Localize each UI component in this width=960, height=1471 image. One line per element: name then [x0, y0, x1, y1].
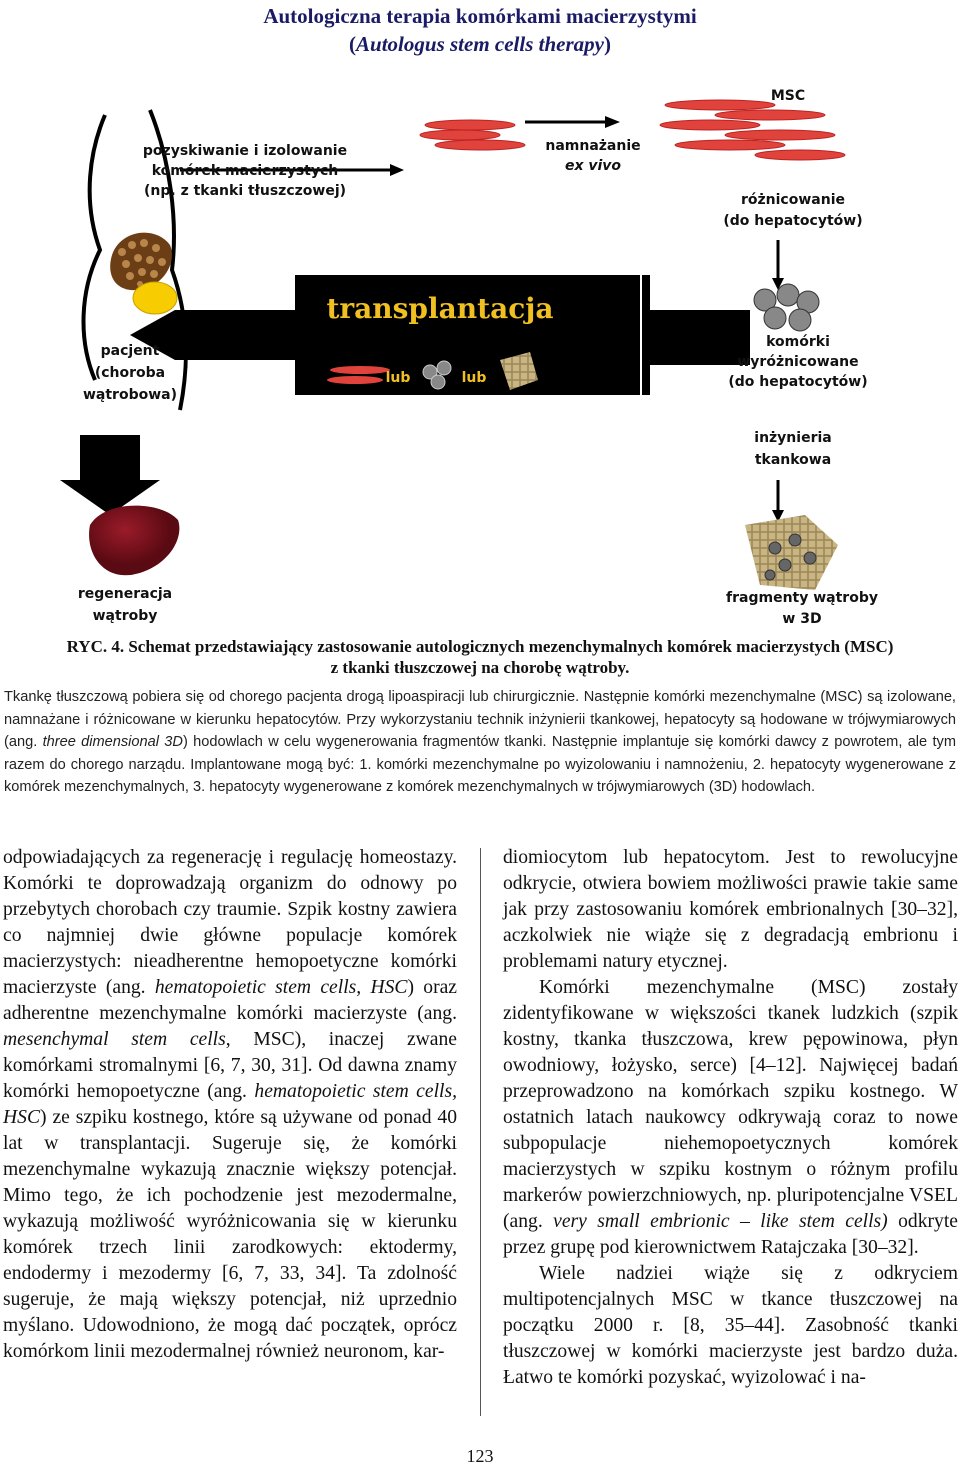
column-divider [480, 848, 481, 1416]
big-arrow-down-icon [60, 435, 160, 515]
komorki-label-2: wyróżnicowane [737, 354, 859, 370]
komorki-label-1: komórki [766, 334, 830, 350]
left-column [3, 845, 457, 1365]
msc-label: MSC [770, 88, 806, 104]
figure-caption-line1: RYC. 4. Schemat przedstawiający zastosowanie autologicznych mezenchymalnych komórek macierzystych (MSC) [66, 637, 894, 656]
ex-vivo-label: ex vivo [564, 158, 622, 174]
inzynieria-label-2: tkankowa [754, 452, 832, 468]
inzynieria-label-1: inżynieria [754, 430, 832, 446]
page-subtitle: (Autologus stem cells therapy) [349, 32, 611, 56]
lub-label-2: lub [461, 370, 487, 386]
figure-description: Tkankę tłuszczową pobiera się od chorego pacjenta drogą lipoaspiracji lub chirurgicznie. Następnie komórki mezenchymalne (MSC) są izolowane, namnażane i różnicowane w kierunku hepatocytów. Przy wykorzystaniu technik inżynierii tkankowej, hepatocyty są hodowane w trójwymiarowych (ang. three dimensional 3D) hodowlach w celu wygenerowania fragmentów tkanki. Następnie implantuje się komórki dawcy z powrotem, ale tym razem do chorego narządu. Implantowane mogą być: 1. komórki mezenchymalne po wyizolowaniu i namnożeniu, 2. hepatocyty wygenerowane z komórek mezenchymalnych, 3. hepatocyty wygenerowane z komórek mezenchymalnych w trójwymiarowych (3D) hodowlach. [4, 689, 956, 796]
right-paragraph-3: Wiele nadziei wiąże się z odkryciem multipotencjalnych MSC w tkance tłuszczowej na początku 2000 r. [8, 35–44]. Zasobność tkanki tłuszczowej w komórki macierzyste jest bardzo duża. Łatwo te komórki pozyskać, wyizolować i na- [503, 1263, 958, 1388]
figure-caption-line2: z tkanki tłuszczowej na chorobę wątroby. [330, 658, 630, 677]
diagram-figure [60, 80, 960, 628]
transplantacja-label: transplantacja [326, 292, 554, 325]
pacjent-label-2: (choroba [94, 365, 166, 381]
pacjent-label-3: wątrobowa) [82, 387, 178, 403]
msc-cells-icon [420, 120, 525, 150]
namnazanie-label: namnażanie [545, 138, 641, 154]
subtitle-italic: Autologus stem cells therapy [356, 32, 604, 56]
3d-tissue-fragment-icon [745, 515, 838, 590]
page-number: 123 [466, 1446, 494, 1466]
komorki-label-3: (do hepatocytów) [728, 374, 868, 390]
roznicowanie-label-1: różnicowanie [741, 192, 845, 208]
fragmenty-label-2: w 3D [782, 611, 822, 627]
desc-italic: three dimensional 3D [42, 734, 183, 751]
fragmenty-label-1: fragmenty wątroby [726, 590, 878, 606]
lub-label-1: lub [385, 370, 411, 386]
regeneracja-label-1: regeneracja [77, 586, 173, 602]
fatty-liver-icon [110, 233, 172, 291]
hepatocyte-cells-icon [754, 284, 819, 331]
msc-cells-expanded-icon [660, 100, 845, 160]
pozyskiwanie-label-1: pozyskiwanie i izolowanie [142, 143, 348, 159]
right-column [503, 845, 958, 1391]
pozyskiwanie-label-2: komórek macierzystych [151, 163, 339, 179]
right-paragraph-1: diomiocytom lub hepatocytom. Jest to rewolucyjne odkrycie, otwiera bowiem możliwości prawie takie same jak przy zastosowaniu komórek embrionalnych [30–32], aczkolwiek nie wiąże się z degradacją embrionu i problemami natury etycznej. [503, 847, 958, 972]
regeneracja-label-2: wątroby [92, 608, 158, 624]
fat-tissue-icon [133, 282, 177, 314]
right-paragraph-2: Komórki mezenchymalne (MSC) zostały zidentyfikowane w większości tkanek ludzkich (szpik kostny, tkanka tłuszczowa, krew pępowinowa, płyn owodniowy, łożysko, serce) [4–12]. Najwięcej badań przeprowadzono na komórkach szpiku kostnego. W ostatnich latach naukowcy odkrywają coraz to nowe subpopulacje niehemopoetycznych komórek macierzystych w szpiku kostnym o różnym profilu markerów powierzchniowych, np. pluripotencjalne VSEL (ang. very small embrionic – like stem cells) odkryte przez grupę pod kierownictwem Ratajczaka [30–32]. [503, 977, 958, 1258]
left-paragraph: odpowiadających za regenerację i regulację homeostazy. Komórki te doprowadzają organizm do odnowy po przebytych chorobach czy traumie. Szpik kostny zawiera co najmniej dwie główne populacje komórek macierzystych: nieadherentne hemopoetyczne komórki macierzyste (ang. hematopoietic stem cells, HSC) oraz adherentne mezenchymalne komórki macierzyste (ang. mesenchymal stem cells, MSC), inaczej zwane komórkami stromalnymi [6, 7, 30, 31]. Od dawna znamy komórki hemopoetyczne (ang. hematopoietic stem cells, HSC) ze szpiku kostnego, które są używane od ponad 40 lat w transplantacji. Sugeruje się, że komórki mezenchymalne wykazują znacznie większy potencjał. Mimo tego, że ich pochodzenie jest mezodermalne, wykazują możliwość wyróżnicowania się w kierunku komórek trzech linii zarodkowych: ektodermy, endodermy i mezodermy [6, 7, 33, 34]. Ta zdolność sugeruje, że mają większy potencjał, niż uprzednio myślano. Udowodniono, że mogą dać początek, oprócz komórkom linii mezodermalnej również neuronom, kar- [3, 847, 457, 1362]
page-title: Autologiczna terapia komórkami macierzystymi [263, 4, 697, 28]
roznicowanie-label-2: (do hepatocytów) [723, 213, 863, 229]
healthy-liver-icon [89, 506, 179, 576]
pacjent-label-1: pacjent [100, 343, 160, 359]
pozyskiwanie-label-3: (np. z tkanki tłuszczowej) [143, 183, 347, 199]
